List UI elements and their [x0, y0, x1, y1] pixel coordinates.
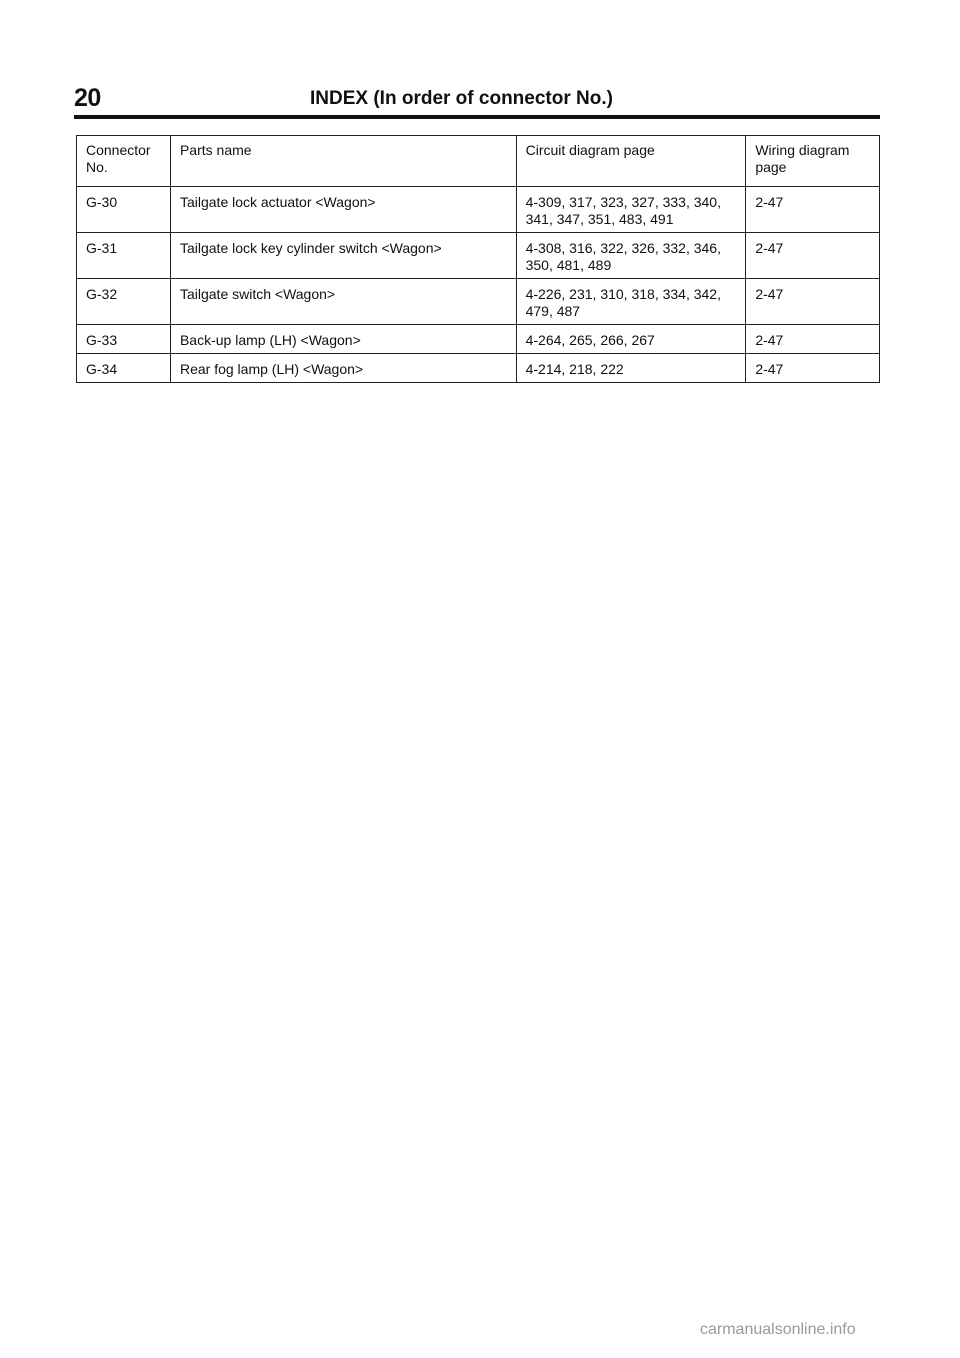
- table-header-row: [77, 136, 880, 187]
- part-name-cell: Rear fog lamp (LH) <Wagon>: [170, 354, 516, 383]
- connector-cell: G-34: [77, 354, 171, 383]
- column-header-parts-name: Parts name: [170, 136, 516, 187]
- circuit-page-cell: 4-214, 218, 222: [516, 354, 746, 383]
- wiring-page-cell: 2-47: [746, 279, 880, 325]
- part-name-cell: Tailgate switch <Wagon>: [170, 279, 516, 325]
- page-title: INDEX (In order of connector No.): [310, 88, 613, 109]
- wiring-page-cell: 2-47: [746, 187, 880, 233]
- wiring-page-cell: 2-47: [746, 354, 880, 383]
- table-row: [77, 233, 880, 279]
- header-rule: [74, 115, 880, 119]
- page-number: 20: [74, 84, 101, 112]
- column-header-wiring-page: Wiring diagram page: [746, 136, 880, 187]
- page-header: [74, 84, 880, 114]
- circuit-page-cell: 4-308, 316, 322, 326, 332, 346, 350, 481, 489: [516, 233, 746, 279]
- part-name-cell: Back-up lamp (LH) <Wagon>: [170, 325, 516, 354]
- table-row: [77, 354, 880, 383]
- connector-cell: G-33: [77, 325, 171, 354]
- connector-cell: G-32: [77, 279, 171, 325]
- connector-cell: G-30: [77, 187, 171, 233]
- column-header-circuit-page: Circuit diagram page: [516, 136, 746, 187]
- part-name-cell: Tailgate lock key cylinder switch <Wagon>: [170, 233, 516, 279]
- circuit-page-cell: 4-264, 265, 266, 267: [516, 325, 746, 354]
- table-row: [77, 187, 880, 233]
- table-row: [77, 279, 880, 325]
- part-name-cell: Tailgate lock actuator <Wagon>: [170, 187, 516, 233]
- connector-cell: G-31: [77, 233, 171, 279]
- column-header-connector: Connector No.: [77, 136, 171, 187]
- table-row: [77, 325, 880, 354]
- wiring-page-cell: 2-47: [746, 233, 880, 279]
- wiring-page-cell: 2-47: [746, 325, 880, 354]
- circuit-page-cell: 4-309, 317, 323, 327, 333, 340, 341, 347, 351, 483, 491: [516, 187, 746, 233]
- footer-watermark: carmanualsonline.info: [700, 1321, 856, 1338]
- circuit-page-cell: 4-226, 231, 310, 318, 334, 342, 479, 487: [516, 279, 746, 325]
- connector-index-table: [76, 135, 880, 383]
